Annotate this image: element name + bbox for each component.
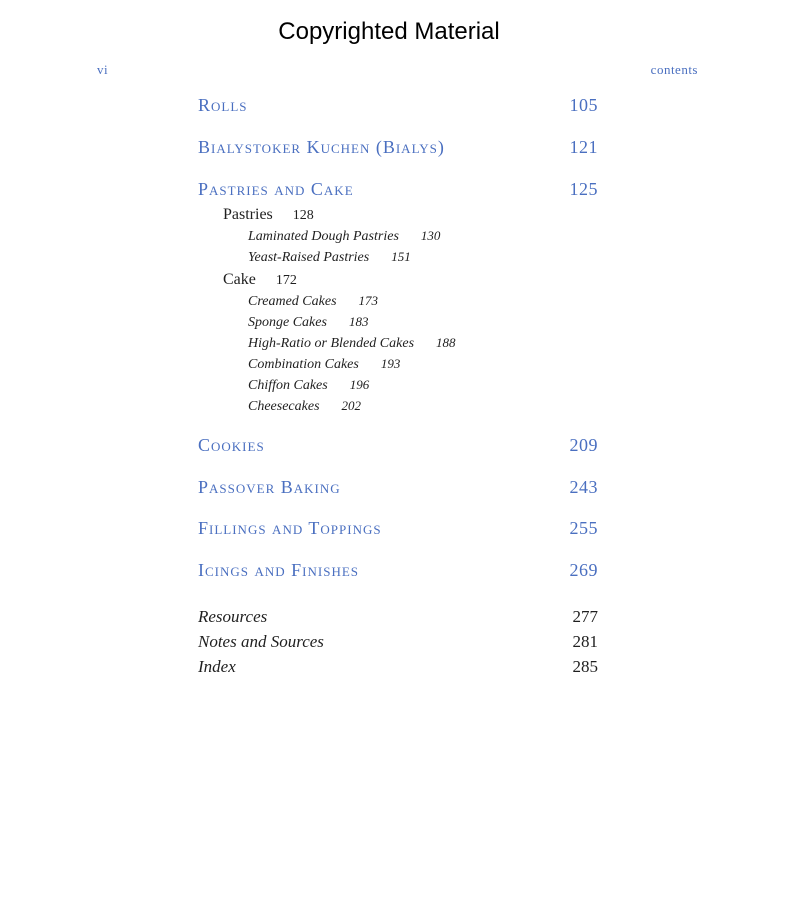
- toc-back-matter-notes[interactable]: [198, 632, 598, 652]
- toc-subsection[interactable]: [248, 249, 411, 266]
- toc-chapter-rolls[interactable]: [198, 95, 598, 116]
- chapter-title: Cookies: [198, 435, 265, 455]
- chapter-title: Passover Baking: [198, 477, 341, 497]
- toc-subsection[interactable]: [248, 228, 440, 245]
- toc-subsection[interactable]: [248, 293, 378, 310]
- toc-subsection[interactable]: [248, 398, 361, 415]
- subsection-title: Yeast-Raised Pastries: [248, 250, 370, 265]
- toc-section-cake[interactable]: [223, 271, 297, 289]
- subsection-page: 173: [358, 293, 379, 308]
- chapter-title: Pastries and Cake: [198, 179, 354, 199]
- back-matter-title: Index: [198, 657, 236, 676]
- chapter-title: Icings and Finishes: [198, 560, 360, 580]
- toc-subsection[interactable]: [248, 356, 400, 373]
- subsection-title: Creamed Cakes: [248, 294, 337, 309]
- back-matter-page: 285: [572, 657, 598, 676]
- section-title: Pastries: [223, 206, 273, 223]
- copyright-watermark: Copyrighted Material: [278, 18, 500, 45]
- chapter-page: 125: [569, 179, 598, 199]
- subsection-title: High-Ratio or Blended Cakes: [248, 336, 415, 351]
- subsection-page: 130: [420, 228, 441, 243]
- chapter-page: 105: [569, 95, 598, 115]
- chapter-page: 269: [569, 560, 598, 580]
- subsection-title: Combination Cakes: [248, 357, 359, 372]
- toc-chapter-pastries-and-cake[interactable]: [198, 179, 598, 200]
- section-page: 172: [275, 273, 297, 288]
- back-matter-title: Resources: [198, 607, 268, 626]
- chapter-page: 255: [569, 518, 598, 538]
- subsection-page: 183: [348, 314, 369, 329]
- toc-chapter-bialys[interactable]: [198, 137, 598, 158]
- subsection-page: 188: [436, 335, 456, 350]
- back-matter-page: 281: [572, 632, 598, 651]
- back-matter-page: 277: [572, 607, 598, 626]
- section-title: Cake: [223, 271, 256, 288]
- chapter-page: 209: [569, 435, 598, 455]
- running-head-title: contents: [650, 62, 698, 77]
- chapter-page: 121: [569, 137, 598, 157]
- subsection-page: 193: [380, 356, 401, 371]
- toc-subsection[interactable]: [248, 335, 456, 352]
- toc-chapter-icings-and-finishes[interactable]: [198, 560, 598, 581]
- folio: vi: [97, 62, 109, 77]
- chapter-title: Fillings and Toppings: [198, 518, 382, 538]
- subsection-title: Chiffon Cakes: [248, 378, 328, 393]
- back-matter-title: Notes and Sources: [198, 632, 324, 651]
- subsection-title: Cheesecakes: [248, 399, 320, 414]
- toc-chapter-fillings-and-toppings[interactable]: [198, 518, 598, 539]
- subsection-page: 151: [391, 249, 411, 264]
- section-page: 128: [292, 208, 314, 223]
- subsection-title: Laminated Dough Pastries: [248, 229, 399, 244]
- subsection-page: 202: [341, 398, 362, 413]
- subsection-page: 196: [349, 377, 370, 392]
- toc-back-matter-index[interactable]: [198, 657, 598, 677]
- chapter-title: Bialystoker Kuchen (Bialys): [198, 137, 445, 157]
- chapter-title: Rolls: [198, 95, 248, 115]
- chapter-page: 243: [569, 477, 598, 497]
- toc-subsection[interactable]: [248, 377, 369, 394]
- toc-chapter-cookies[interactable]: [198, 435, 598, 456]
- toc-chapter-passover-baking[interactable]: [198, 477, 598, 498]
- toc-section-pastries[interactable]: [223, 206, 314, 224]
- subsection-title: Sponge Cakes: [248, 315, 327, 330]
- toc-subsection[interactable]: [248, 314, 368, 331]
- toc-back-matter-resources[interactable]: [198, 607, 598, 627]
